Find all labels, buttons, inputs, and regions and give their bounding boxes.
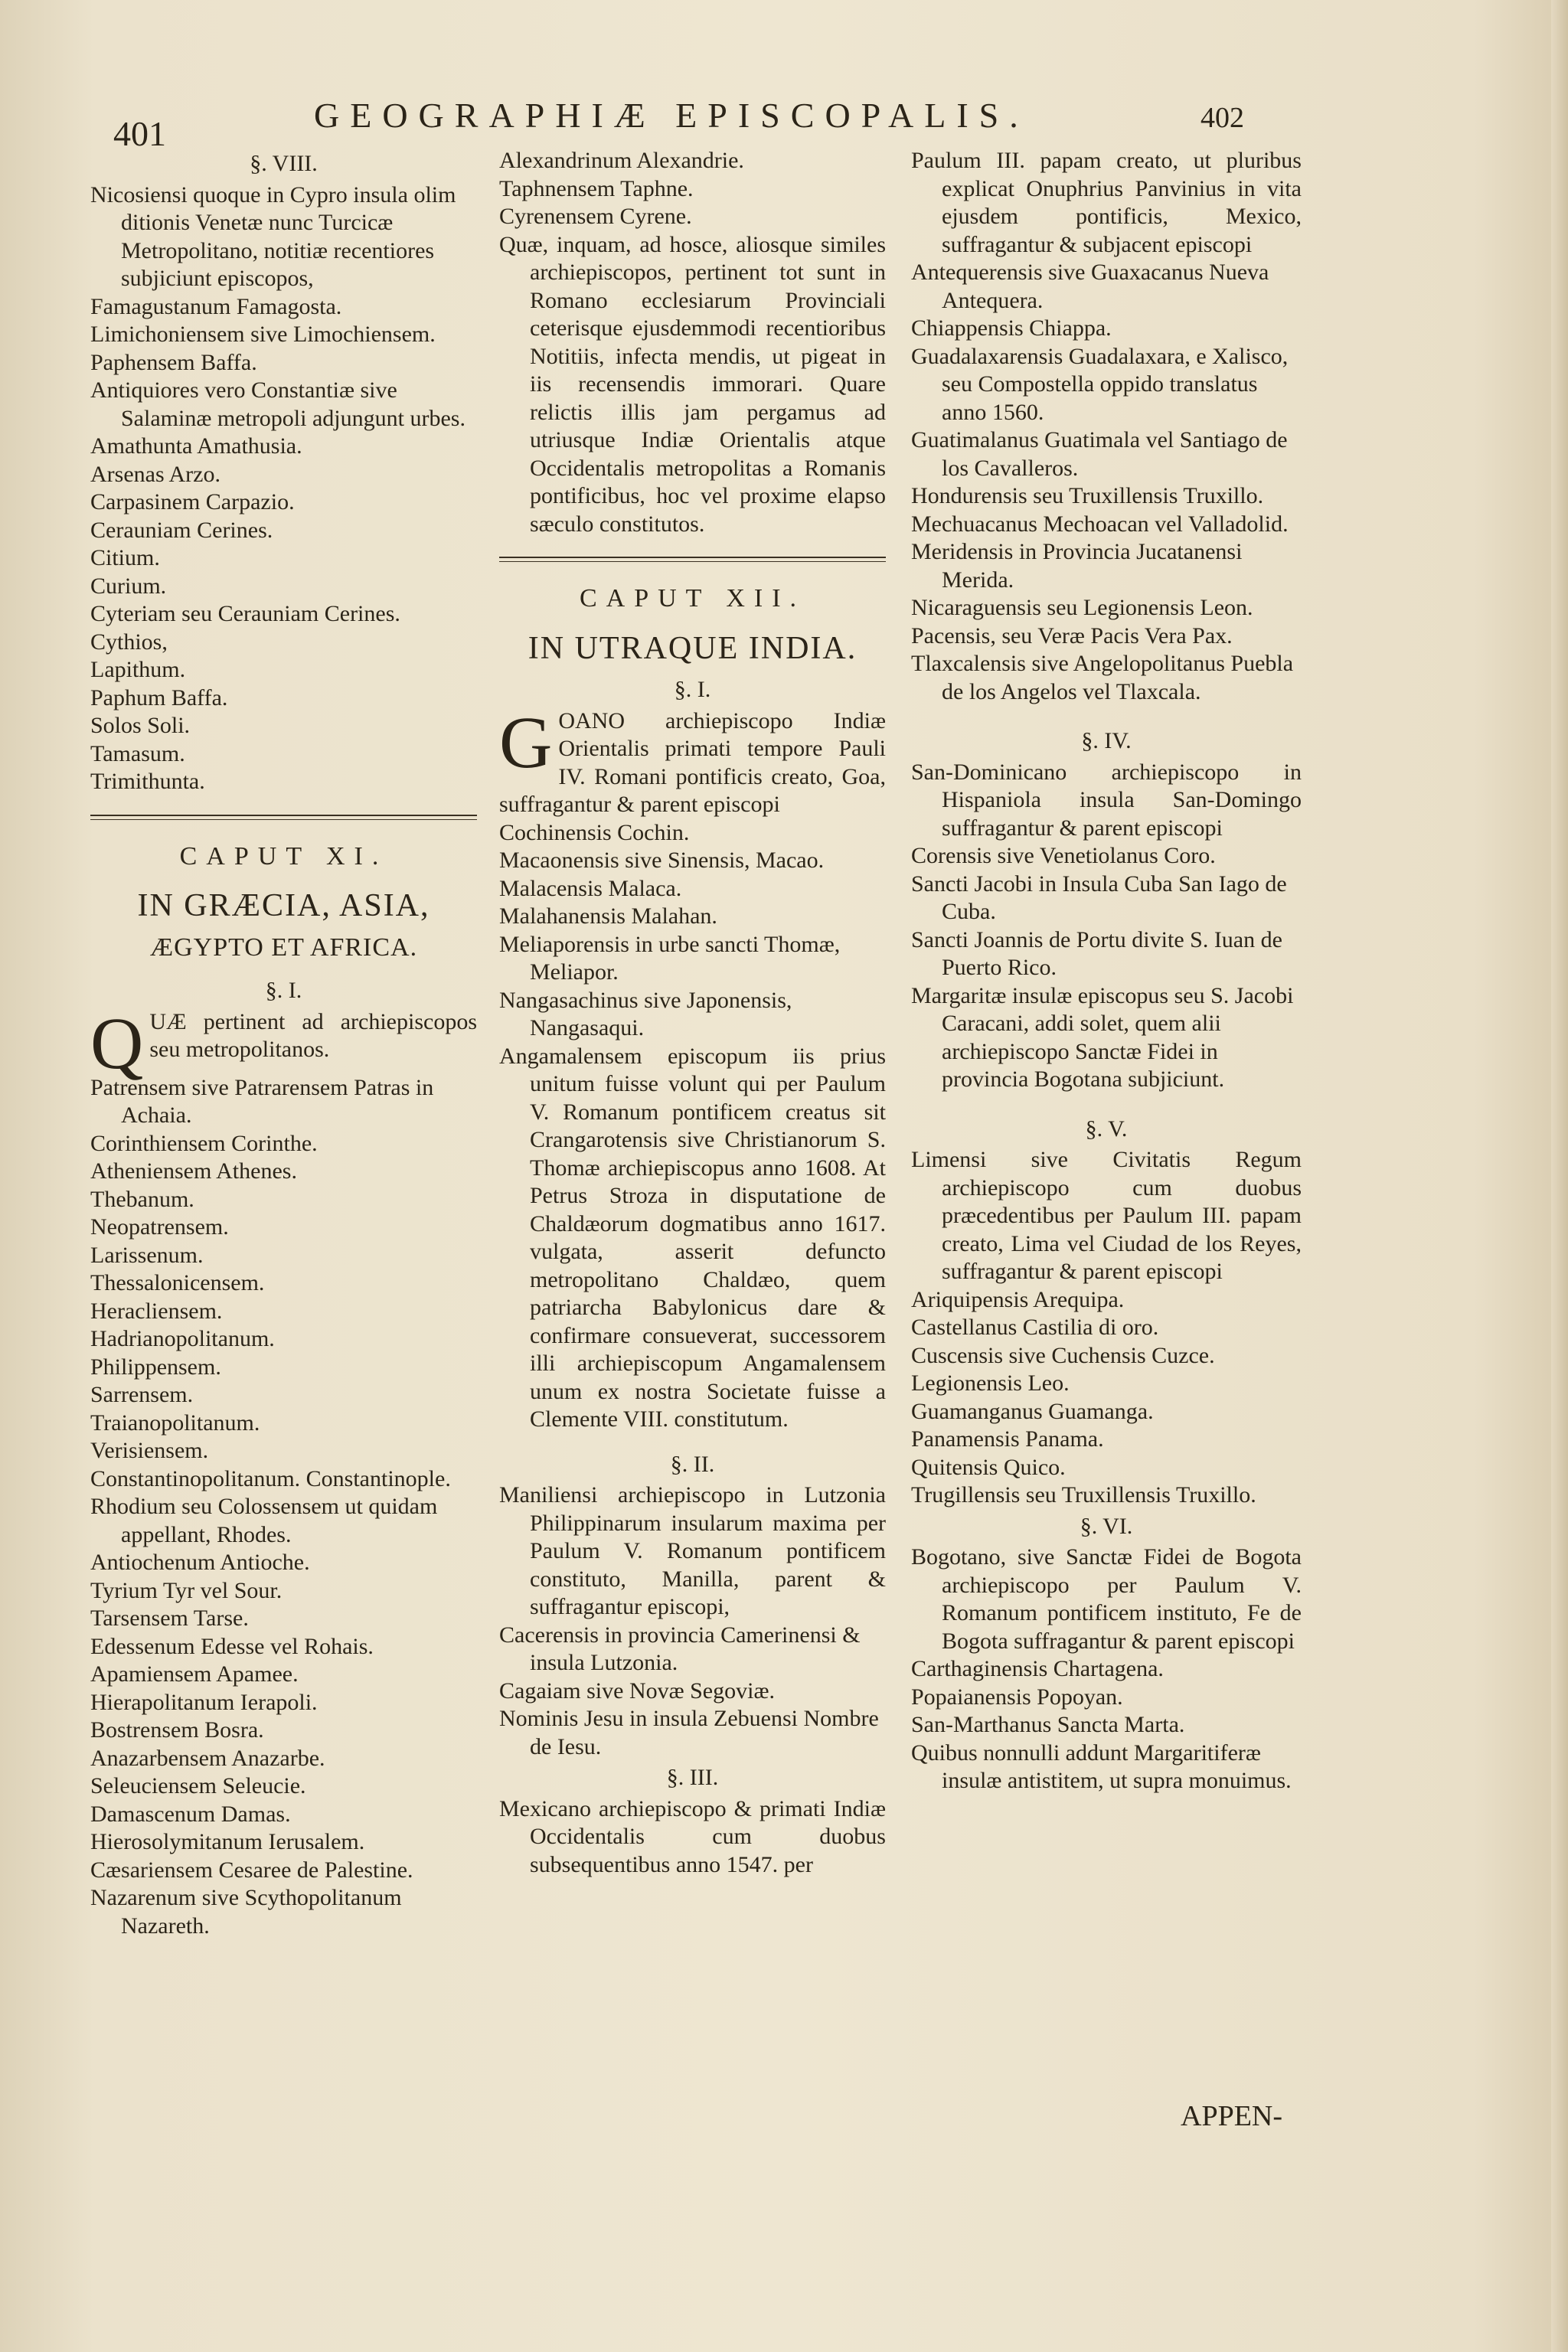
list-item: Antiquiores vero Constantiæ sive Salaminæ metropoli adjungunt urbes. [90,377,466,431]
list-item: Cacerensis in provincia Camerinensi & insula Lutzonia. [499,1622,861,1675]
list-item: Nangasachinus sive Japonensis, Nangasaqui. [499,987,792,1040]
list-item: Popaianensis Popoyan. [911,1684,1123,1710]
list-item: Hondurensis seu Truxillensis Truxillo. [911,483,1264,508]
intro-paragraph [499,701,886,819]
section-heading: §. I. [674,677,711,702]
list-item: Malahanensis Malahan. [499,903,717,929]
list-item: Verisiensem. [90,1438,209,1463]
list-item: Ariquipensis Arequipa. [911,1286,1125,1312]
list-item: Pacensis, seu Veræ Pacis Vera Pax. [911,622,1233,648]
list-item: Arsenas Arzo. [90,461,220,487]
list-item: Meridensis in Provincia Jucatanensi Merida. [911,539,1243,593]
list-item: Cæsariensem Cesaree de Palestine. [90,1857,413,1883]
drop-cap: G [499,701,553,783]
list-item: Cythios, [90,629,168,655]
list-item: Castellanus Castilia di oro. [911,1315,1159,1340]
column-middle [499,147,886,1879]
list-item: Cyteriam seu Cerauniam Cerines. [90,601,400,626]
list-item: Lapithum. [90,657,186,682]
page-edge [1551,0,1568,2352]
intro-paragraph [90,1001,477,1084]
list-item: Rhodium seu Colossensem ut quidam appellant, Rhodes. [90,1494,438,1547]
list-item: Trugillensis seu Truxillensis Truxillo. [911,1482,1256,1508]
list-item: Sancti Joannis de Portu divite S. Iuan de Puerto Rico. [911,926,1282,980]
column-right [911,147,1302,1795]
list-item: Nominis Jesu in insula Zebuensi Nombre de Iesu. [499,1706,879,1759]
list-item: Philippensem. [90,1354,221,1380]
list-item: Guamanganus Guamanga. [911,1398,1154,1424]
body-paragraph: Quæ, inquam, ad hosce, aliosque similes archiepiscopos, pertinent tot sunt in Romano ecclesiarum Provinciali ceterisque ejusdemmodi recentioribus Notitiis, infecta mendis, ut pigeat in iis recensendis immorari. Quare relictis illis jam pergamus ad utriusque Indiæ Orientalis atque Occidentalis metropolitas a Romanis pontificibus, hoc vel proxime elapso sæculo constitutos. [499,231,886,537]
list-item: Damascenum Damas. [90,1801,291,1827]
list-item: Nicosiensi quoque in Cypro insula olim ditionis Venetæ nunc Turcicæ Metropolitano, notitiæ recentiores subjiciunt episcopos, [90,181,456,291]
list-item: Citium. [90,545,160,570]
column-left [90,147,477,1940]
list-item: Quitensis Quico. [911,1454,1066,1480]
list-item: Paphensem Baffa. [90,349,257,375]
list-item: Corinthiensem Corinthe. [90,1130,318,1156]
list-item: Carpasinem Carpazio. [90,489,295,514]
list-item: Panamensis Panama. [911,1426,1104,1452]
list-item: Alexandrinum Alexandrie. [499,148,744,173]
list-item: Corensis sive Venetiolanus Coro. [911,843,1216,868]
list-item: Legionensis Leo. [911,1370,1070,1396]
list-item: Tarsensem Tarse. [90,1606,249,1631]
section-heading: §. I. [265,978,302,1003]
list-item: Tlaxcalensis sive Angelopolitanus Puebla de los Angelos vel Tlaxcala. [911,651,1294,704]
list-item: Edessenum Edesse vel Rohais. [90,1633,374,1659]
section-heading: §. III. [666,1765,719,1790]
list-item: Hierapolitanum Ierapoli. [90,1689,318,1715]
list-item: Cagaiam sive Novæ Segoviæ. [499,1677,775,1704]
body-paragraph: Mexicano archiepiscopo & primati Indiæ Occidentalis cum duobus subsequentibus anno 1547. per [499,1795,886,1877]
body-paragraph: Bogotano, sive Sanctæ Fidei de Bogota archiepiscopo per Paulum V. Romanum pontificem instituto, Fe de Bogota suffragantur & parent episcopi [911,1544,1302,1654]
list-item: Quibus nonnulli addunt Margaritiferæ insulæ antistitem, ut supra monuimus. [911,1740,1292,1793]
section-heading: §. II. [670,1451,715,1477]
body-paragraph: San-Dominicano archiepiscopo in Hispaniola insula San-Domingo suffragantur & parent episcopi [911,759,1302,841]
section-heading: §. V. [1085,1116,1128,1142]
section-heading: §. IV. [1081,728,1132,753]
list-item: Tyrium Tyr vel Sour. [90,1577,283,1603]
list-item: Macaonensis sive Sinensis, Macao. [499,848,825,873]
list-item: Thessalonicensem. [90,1270,265,1295]
list-item: Guatimalanus Guatimala vel Santiago de los Cavalleros. [911,427,1288,481]
running-header [0,90,1568,152]
body-paragraph: Paulum III. papam creato, ut pluribus explicat Onuphrius Panvinius in vita ejusdem pontificis, Mexico, suffragantur & subjacent episcopi [911,148,1302,257]
list-item: Heracliensem. [90,1298,223,1324]
list-item: Meliaporensis in urbe sancti Thomæ, Meliapor. [499,931,841,985]
list-item: Famagustanum Famagosta. [90,293,342,319]
running-title: GEOGRAPHIÆ EPISCOPALIS. [314,96,1029,135]
body-paragraph: Limensi sive Civitatis Regum archiepiscopo cum duobus præcedentibus per Paulum III. papam creato, Lima vel Ciudad de los Reyes, suffragantur & parent episcopi [911,1147,1302,1284]
section-heading: §. VIII. [250,151,318,176]
list-item: Amathunta Amathusia. [90,433,302,459]
list-item: Sancti Jacobi in Insula Cuba San Iago de Cuba. [911,871,1287,924]
section-divider [90,815,477,820]
drop-cap: Q [90,1001,144,1084]
list-item: Seleuciensem Seleucie. [90,1773,306,1798]
list-item: Larissenum. [90,1242,204,1268]
chapter-heading: IN UTRAQUE INDIA. [528,630,858,666]
list-item: Solos Soli. [90,713,191,738]
list-item: Margaritæ insulæ episcopus seu S. Jacobi Caracani, addi solet, quem alii archiepiscopo Sanctæ Fidei in provincia Bogotana subjiciunt. [911,982,1294,1092]
catchword: APPEN- [1181,2100,1283,2132]
list-item: Tamasum. [90,740,185,766]
list-item: Apamiensem Apamee. [90,1661,299,1687]
list-item: Constantinopolitanum. Constantinople. [90,1465,451,1491]
list-item: Thebanum. [90,1186,194,1212]
list-item: Hierosolymitanum Ierusalem. [90,1829,365,1854]
list-item: Bostrensem Bosra. [90,1717,264,1743]
list-item: Malacensis Malaca. [499,875,682,901]
list-item: Antiochenum Antioche. [90,1550,310,1575]
list-item: Limichoniensem sive Limochiensem. [90,322,436,347]
list-item: Antequerensis sive Guaxacanus Nueva Antequera. [911,260,1269,313]
list-item: Curium. [90,573,167,599]
list-item: Cyrenensem Cyrene. [499,204,692,229]
list-item: Trimithunta. [90,769,205,794]
list-item: Guadalaxarensis Guadalaxara, e Xalisco, seu Compostella oppido translatus anno 1560. [911,343,1289,425]
intro-text: UÆ pertinent ad archiepiscopos seu metropolitanos. [149,1008,477,1062]
body-paragraph: Maniliensi archiepiscopo in Lutzonia Philippinarum insularum maxima per Paulum V. Romanum pontificem constituto, Manilla, parent & suffragantur episcopi, [499,1482,886,1619]
chapter-title: CAPUT XII. [579,584,806,612]
list-item: Nazarenum sive Scythopolitanum Nazareth. [90,1885,402,1939]
page-number-right: 402 [1200,102,1244,134]
list-item: Nicaraguensis seu Legionensis Leon. [911,595,1253,620]
list-item: Cerauniam Cerines. [90,517,273,543]
list-item: Hadrianopolitanum. [90,1326,275,1351]
list-item: Anazarbensem Anazarbe. [90,1745,325,1771]
list-item: Mechuacanus Mechoacan vel Valladolid. [911,511,1289,537]
list-item: Chiappensis Chiappa. [911,315,1112,341]
chapter-title: CAPUT XI. [179,841,388,871]
section-divider [499,557,886,562]
list-item: Neopatrensem. [90,1214,229,1240]
list-item: Cuscensis sive Cuchensis Cuzce. [911,1342,1215,1368]
list-item: Atheniensem Athenes. [90,1158,297,1184]
list-item: Carthaginensis Chartagena. [911,1656,1164,1681]
list-item: Traianopolitanum. [90,1410,260,1436]
chapter-subheading: ÆGYPTO ET AFRICA. [149,933,418,962]
list-item: Taphnensem Taphne. [499,175,694,201]
body-paragraph: Angamalensem episcopum iis prius unitum fuisse volunt qui per Paulum V. Romanum pontificem creatus sit Crangarotensis sive Christianorum S. Thomæ archiepiscopus anno 1608. At Petrus Stroza in disputatione de Chaldæorum dogmatibus anno 1617. vulgata, asserit defuncto metropolitano Chaldæo, quem patriarcha Babylonicus dare & confirmare consueverat, successorem illi archiepiscopum Angamalensem unum ex nostra Societate fuisse a Clemente VIII. constitutum. [499,1043,886,1432]
list-item: Paphum Baffa. [90,684,228,710]
section-heading: §. VI. [1080,1513,1133,1539]
chapter-heading: IN GRÆCIA, ASIA, [137,888,430,923]
page-number-left: 401 [113,114,166,153]
intro-text: OANO archiepiscopo Indiæ Orientalis primati tempore Pauli IV. Romani pontificis creato, Goa, suffragantur & parent episcopi [499,707,886,817]
list-item: Sarrensem. [90,1382,194,1407]
list-item: Patrensem sive Patrarensem Patras in Achaia. [90,1074,434,1128]
list-item: Cochinensis Cochin. [499,819,690,845]
list-item: San-Marthanus Sancta Marta. [911,1712,1185,1737]
